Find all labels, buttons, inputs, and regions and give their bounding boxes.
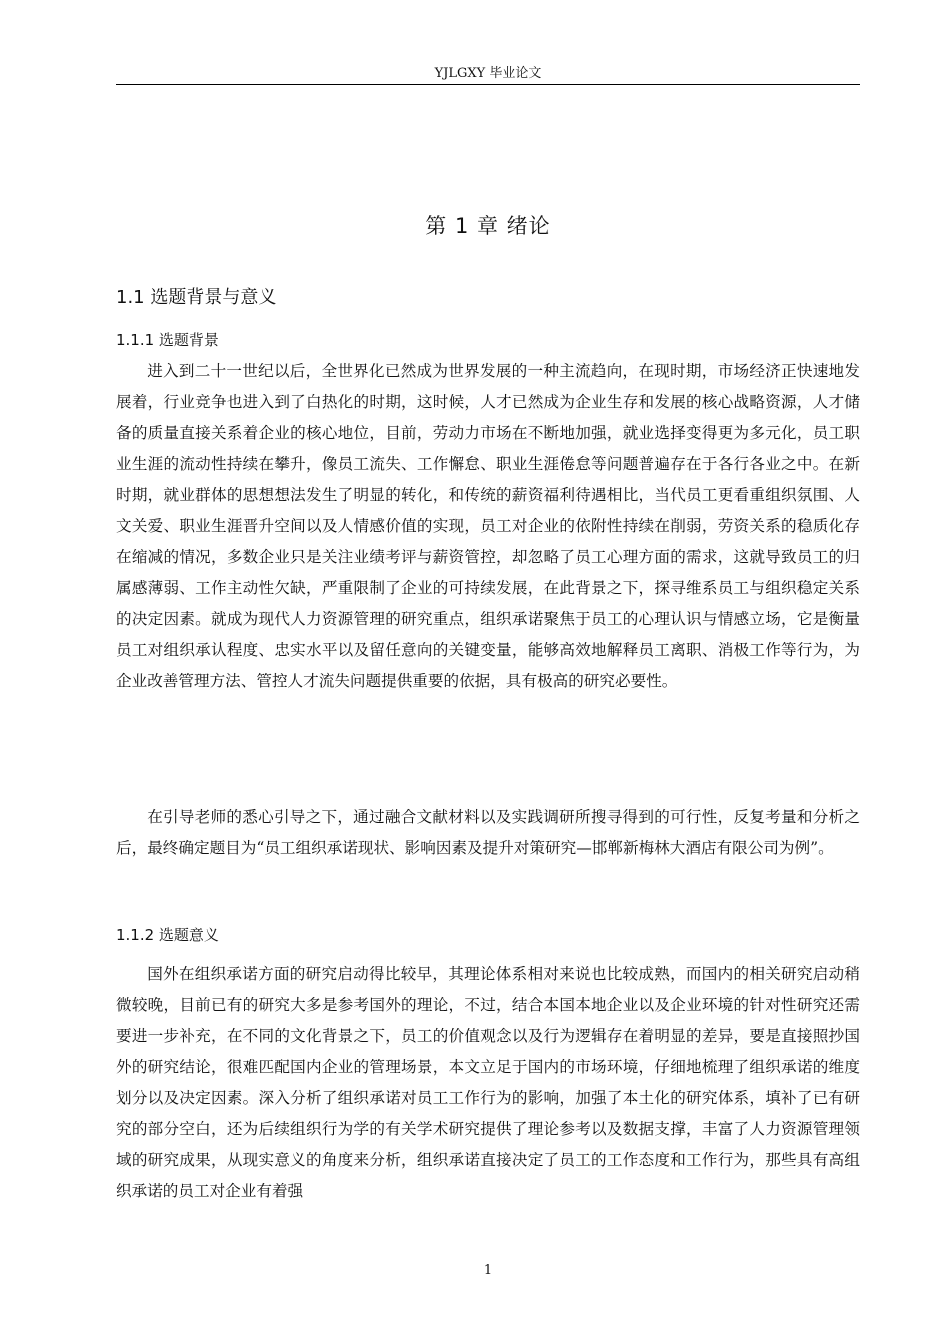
running-header: YJLGXY 毕业论文: [434, 66, 542, 81]
page-number: 1: [483, 1263, 493, 1278]
header-rule: [116, 84, 860, 85]
paragraph-background-2: 在引导老师的悉心引导之下，通过融合文献材料以及实践调研所搜寻得到的可行性，反复考量和分析之后，最终确定题目为“员工组织承诺现状、影响因素及提升对策研究—邯郸新梅林大酒店有限公司为例”。: [116, 808, 860, 857]
subsection-heading-1-1-2: 1.1.2 选题意义: [116, 926, 219, 944]
subsection-heading-1-1-1: 1.1.1 选题背景: [116, 331, 219, 349]
section-heading-1-1: 1.1 选题背景与意义: [116, 287, 277, 308]
paragraph-significance-1: 国外在组织承诺方面的研究启动得比较早，其理论体系相对来说也比较成熟，而国内的相关研究启动稍微较晚，目前已有的研究大多是参考国外的理论，不过，结合本国本地企业以及企业环境的针对性研究还需要进一步补充，在不同的文化背景之下，员工的价值观念以及行为逻辑存在着明显的差异，要是直接照抄国外的研究结论，很难匹配国内企业的管理场景，本文立足于国内的市场环境，仔细地梳理了组织承诺的维度划分以及决定因素。深入分析了组织承诺对员工工作行为的影响，加强了本土化的研究体系，填补了已有研究的部分空白，还为后续组织行为学的有关学术研究提供了理论参考以及数据支撑，丰富了人力资源管理领域的研究成果，从现实意义的角度来分析，组织承诺直接决定了员工的工作态度和工作行为，那些具有高组织承诺的员工对企业有着强: [116, 965, 860, 1200]
chapter-title: 第 1 章 绪论: [425, 214, 551, 238]
paragraph-background-1: 进入到二十一世纪以后，全世界化已然成为世界发展的一种主流趋向，在现时期，市场经济正快速地发展着，行业竞争也进入到了白热化的时期，这时候，人才已然成为企业生存和发展的核心战略资源，人才储备的质量直接关系着企业的核心地位，目前，劳动力市场在不断地加强，就业选择变得更为多元化，员工职业生涯的流动性持续在攀升，像员工流失、工作懈怠、职业生涯倦怠等问题普遍存在于各行各业之中。在新时期，就业群体的思想想法发生了明显的转化，和传统的薪资福利待遇相比，当代员工更看重组织氛围、人文关爱、职业生涯晋升空间以及人情感价值的实现，员工对企业的依附性持续在削弱，劳资关系的稳质化存在缩减的情况，多数企业只是关注业绩考评与薪资管控，却忽略了员工心理方面的需求，这就导致员工的归属感薄弱、工作主动性欠缺，严重限制了企业的可持续发展，在此背景之下，探寻维系员工与组织稳定关系的决定因素。就成为现代人力资源管理的研究重点，组织承诺聚焦于员工的心理认识与情感立场，它是衡量员工对组织承认程度、忠实水平以及留任意向的关键变量，能够高效地解释员工离职、消极工作等行为，为企业改善管理方法、管控人才流失问题提供重要的依据，具有极高的研究必要性。: [116, 362, 860, 690]
